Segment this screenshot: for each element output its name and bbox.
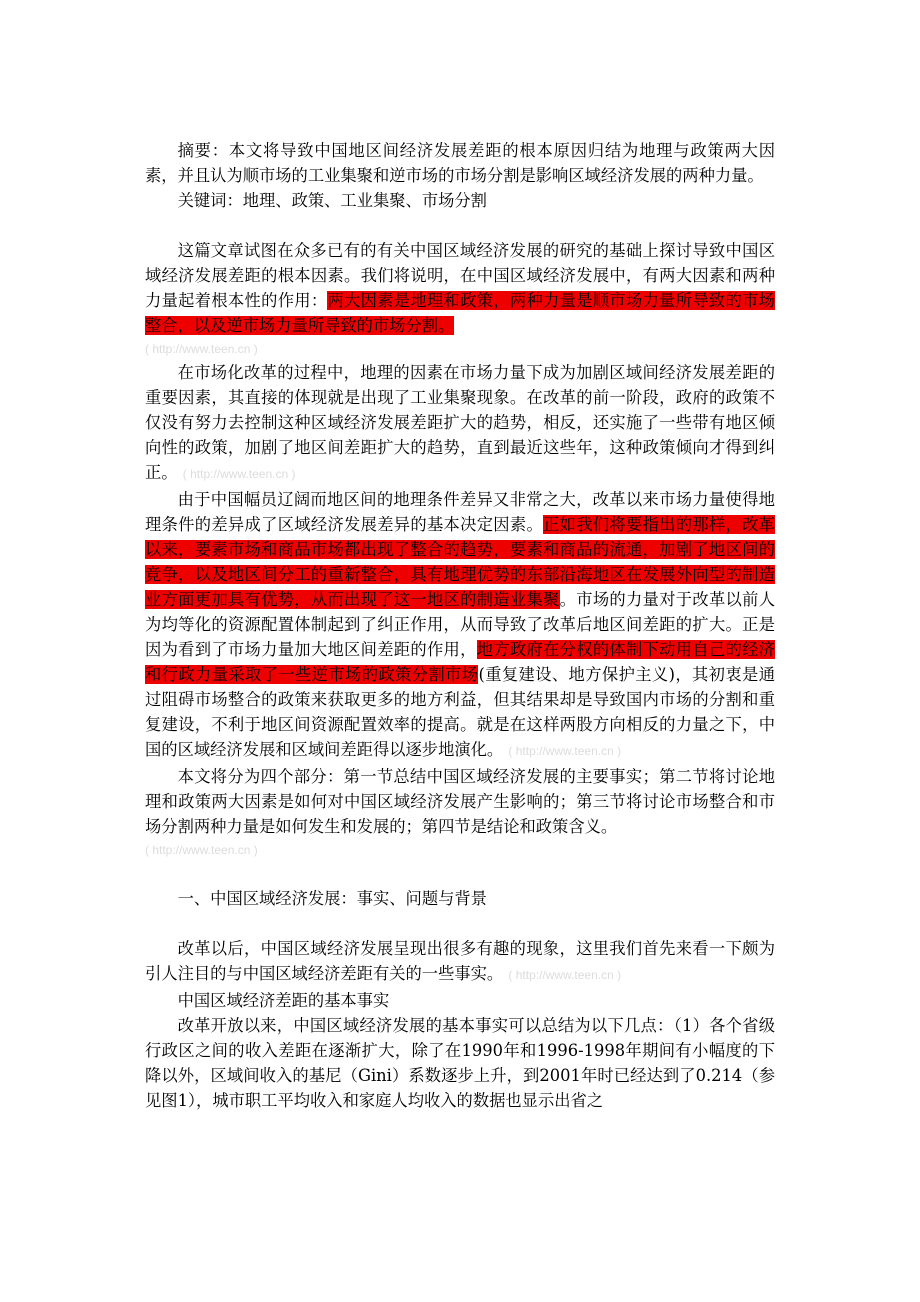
section-heading	[145, 886, 775, 911]
watermark-link[interactable]: ( http://www.teen.cn )	[145, 342, 258, 356]
intro-p3-text-c: (重复建设、地方保护主义)，其初衷是通过阻碍市场整合的政策来获取更多的地方利益，但其结果却是导致国内市场的分割和重复建设，不利于地区间资源配置效率的提高。就是在这样两股方向相反的力量之下，中国的区域经济发展和区域间差距得以逐步地演化。	[145, 665, 775, 759]
subsection-heading-text: 中国区域经济差距的基本事实	[177, 991, 390, 1010]
watermark-link[interactable]: ( http://www.teen.cn )	[145, 843, 258, 857]
section-p1-text: 改革以后，中国区域经济发展呈现出很多有趣的现象，这里我们首先来看一下颇为引人注目的与中国区域经济差距有关的一些事实。	[145, 939, 775, 983]
blank-line	[145, 861, 775, 886]
watermark-link[interactable]: ( http://www.teen.cn )	[508, 968, 622, 982]
intro-paragraph-3	[145, 487, 775, 764]
intro-p3-text-a: 由于中国幅员辽阔而地区间的地理条件差异又非常之大，改革以来市场力量使得地理条件的差异成了区域经济发展差异的基本决定因素。	[145, 490, 775, 534]
subsection-heading	[145, 988, 775, 1013]
blank-line	[145, 911, 775, 936]
abstract	[145, 138, 775, 188]
document-body	[145, 138, 775, 1113]
intro-p2-text: 在市场化改革的过程中，地理的因素在市场力量下成为加剧区域间经济发展差距的重要因素，其直接的体现就是出现了工业集聚现象。在改革的前一阶段，政府的政策不仅没有努力去控制这种区域经济发展差距扩大的趋势，相反，还实施了一些带有地区倾向性的政策，加剧了地区间差距扩大的趋势，直到最近这些年，这种政策倾向才得到纠正。	[145, 363, 775, 482]
intro-p4-text: 本文将分为四个部分：第一节总结中国区域经济发展的主要事实；第二节将讨论地理和政策两大因素是如何对中国区域经济发展产生影响的；第三节将讨论市场整合和市场分割两种力量是如何发生和发展的；第四节是结论和政策含义。	[145, 767, 775, 836]
keywords-text: 关键词：地理、政策、工业集聚、市场分割	[177, 191, 487, 210]
highlighted-text: 两大因素是地理和政策，两种力量是顺市场力量所导致的市场整合，以及逆市场力量所导致的市场分割。	[145, 291, 775, 335]
watermark-link[interactable]: ( http://www.teen.cn )	[508, 744, 622, 758]
highlighted-text: 地方政府在分权的体制下动用自己的经济和行政力量采取了一些逆市场的政策分割市场	[145, 640, 775, 684]
section-p2-text: 改革开放以来，中国区域经济发展的基本事实可以总结为以下几点：（1）各个省级行政区之间的收入差距在逐渐扩大，除了在1990年和1996-1998年期间有小幅度的下降以外，区域间收入的基尼（Gini）系数逐步上升，到2001年时已经达到了0.214（参见图1），城市职工平均收入和家庭人均收入的数据也显示出省之	[145, 1016, 775, 1110]
section-paragraph-1	[145, 936, 775, 988]
intro-paragraph-4	[145, 764, 775, 839]
blank-line	[145, 213, 775, 238]
intro-p1-text: 这篇文章试图在众多已有的有关中国区域经济发展的研究的基础上探讨导致中国区域经济发展差距的根本因素。我们将说明，在中国区域经济发展中，有两大因素和两种力量起着根本性的作用：	[145, 241, 775, 310]
highlighted-text: 正如我们将要指出的那样，改革以来，要素市场和商品市场都出现了整合的趋势，要素和商品的流通，加剧了地区间的竞争，以及地区间分工的重新整合，具有地理优势的东部沿海地区在发展外向型的制造业方面更加具有优势，从而出现了这一地区的制造业集聚	[145, 515, 775, 609]
intro-p3-text-b: 。市场的力量对于改革以前人为均等化的资源配置体制起到了纠正作用，从而导致了改革后地区间差距的扩大。正是因为看到了市场力量加大地区间差距的作用，	[145, 590, 775, 659]
keywords	[145, 188, 775, 213]
intro-paragraph-2	[145, 360, 775, 487]
watermark-link[interactable]: ( http://www.teen.cn )	[182, 467, 296, 481]
abstract-text: 摘要：本文将导致中国地区间经济发展差距的根本原因归结为地理与政策两大因素，并且认为顺市场的工业集聚和逆市场的市场分割是影响区域经济发展的两种力量。	[145, 141, 775, 185]
section-paragraph-2	[145, 1013, 775, 1113]
intro-paragraph-1	[145, 238, 775, 338]
section-heading-text: 一、中国区域经济发展：事实、问题与背景	[177, 889, 487, 908]
